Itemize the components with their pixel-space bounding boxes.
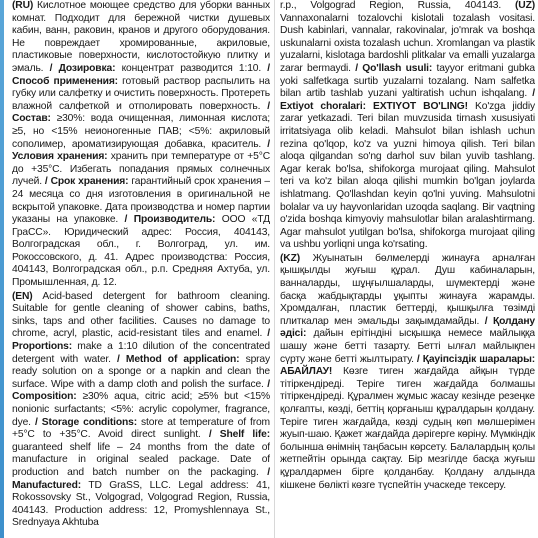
en-manufacturer-label: / Manufactured:: [12, 466, 270, 491]
kz-warning-label: / Қауіпсіздік шаралары: АБАЙЛАУ!: [280, 353, 535, 378]
label-panel: [4, 0, 538, 538]
en-shelf-label: / Shelf life:: [200, 429, 270, 441]
uz-section: [280, 0, 535, 252]
en-lang-tag: (EN): [12, 290, 33, 302]
en-composition-text: ≥30% aqua, citric acid; ≥5% but <15% nonionic surfactants; <5%: acrylic copolymer, fragrance, dye.: [12, 391, 270, 428]
uz-intro: Vannaxonalarni tozalovchi kislotali tozalash vositasi. Dush kabinlari, vannalar, rakovinalar, jo'mrak va boshqa uskunalarni oxista tozalash uchun. Xromlangan va plastik yuzalarni, kislotaga bardoshli plitkalar va emalli yuzalarga zarar bermaydi.: [280, 12, 535, 74]
uz-warning-text: Ko'zga jiddiy zarar yetkazadi. Teri bilan muvzusida tirnash xususiyati irritatsiyaga olib keladi. Mahsulot bilan ishlash uchun rezina qo'lqop, ko'z va yuzni himoya qilish. Teri bilan aloqa qilgandan so'ng darhol suv bilan yuvib tashlang. Agar kerak bo'lsa, shifokorga murojaat qiling. Mahsulot teri va ko'z bilan aloqa qilishi mumkin bo'lgan joylarda ishlatmang. Qo'llashdan keyin qo'lni yuving. Mahsulotni bolalar va uy hayvonlaridan uzoqda saqlang. Bir vaqtning o'zida boshqa kimyoviy mahsulotlar bilan aralashtirmang. Agar mahsulot yutilgan bo'lsa, shifokorga murojaat qiling va ushbu yorliqni unga ko'rsating.: [280, 100, 535, 251]
en-intro: Acid-based detergent for bathroom cleaning. Suitable for gentle cleaning of shower cabins, baths, sinks, taps and other facilities. Causes no damage to chrome, acryl, plastic, acid-resistant tiles and enamel.: [12, 290, 270, 340]
en-storage-label: / Storage conditions:: [30, 416, 137, 428]
ru-dosage-label: / Дозировка:: [43, 62, 116, 74]
ru-storage-text: хранить при температуре от +5°С до +35°С. Избегать попадания прямых солнечных лучей.: [12, 151, 270, 188]
en-shelf-text: guaranteed shelf life – 24 months from the date of manufacture in original sealed package. Date of production and batch number on the packaging.: [12, 441, 270, 478]
en-storage-text: store at temperature of from +5°C to +35°C. Avoid direct sunlight.: [12, 416, 270, 441]
ru-lang-tag: (RU): [12, 0, 34, 11]
ru-method-text: готовый раствор распылить на губку или салфетку и очистить поверхность. Протереть влажной салфеткой и отполировать поверхность.: [12, 75, 270, 112]
kz-section: [280, 253, 535, 492]
ru-intro: Кислотное моющее средство для уборки ванных комнат. Подходит для бережной чистки душевых кабин, ванн, раковин, кранов и другого оборудования. Не повреждает хромированные, акриловые, пластиковые поверхности, кислотостойкую плитку и эмаль.: [12, 0, 270, 74]
ru-manufacturer-label: / Производитель:: [118, 214, 216, 226]
en-method-text: spray ready solution on a sponge or a napkin and clean the surface. Wipe with a damp cloth and polish the surface.: [12, 353, 270, 390]
en-address-continuation: r.p., Volgograd Region, Russia, 404143.: [280, 0, 502, 11]
en-section: [12, 291, 270, 530]
ru-storage-label: / Условия хранения:: [12, 138, 270, 163]
ru-shelf-label: / Срок хранения:: [41, 176, 129, 188]
en-proportions-text: make a 1:10 dilution of the concentrated detergent with water.: [12, 341, 270, 365]
kz-intro: Жуынатын бөлмелерді жинауға арналған қышқылды жуғыш құрал. Душ кабиналарын, ванналарды, шұңғылшаларды, шүмектерді және басқа жабдықтарды ұқыпты жинауға жарамды. Хромдалған, пластик беттерді, қышқылға төзімді плиткалар мен эмальды зақымдамайды.: [280, 252, 535, 327]
kz-lang-tag: (KZ): [280, 252, 300, 264]
uz-usage-label: / Qo'llash usuli:: [350, 62, 433, 74]
kz-usage-label: / Қолдану әдісі:: [280, 315, 535, 340]
ru-composition-text: ≥30%: вода очищенная, лимонная кислота; ≥5, но <15% неионогенные ПАВ; <5%: акриловый сополимер, ароматизирующая добавка, краситель.: [12, 113, 270, 150]
kz-warning-text: Көзге тиген жағдайда айқын түрде тітіркендіреді. Теріге тиген жағдайда болмашы тітіркендіреді. Құралмен жұмыс жасау кезінде резеңке қолғапты, көзді, беттің қорғаныш құралдарын қолдану. Теріге тиген жағдайда, көзді судың көп мөлшерімен жуып-шаю. Қажет жағдайда дәрігерге көріну. Мүмкіндік болынша өнімнің таңбасын көрсету. Балалардың қолы жетпейтін орында сақтау. Бір мезгілде басқа жуғыш құралдармен бірге қолданбау. Қолдану алдында кішкене бөлікті көзге түспейтін учаскеде тексеру.: [280, 366, 535, 491]
ru-shelf-text: гарантийный срок хранения – 24 месяца со дня изготовления в оригинальной не вскрытой упаковке. Дата производства и номер партии указаны на упаковке.: [12, 176, 270, 226]
ru-composition-label: / Состав:: [12, 100, 270, 125]
en-manufacturer-text: TD GraSS, LLC. Legal address: 41, Rokossovsky St., Volgograd, Volgograd Region, Russia, 404143. Production address: 12, Promyshlennaya St., Srednyaya Akhtuba: [12, 479, 270, 529]
kz-usage-text: дайын ерітіндіні ысқышқа немесе майлыққа шашу және бетті тазарту. Бетті ылғал майлықпен сүрту және бетті жылтырату.: [280, 328, 535, 365]
en-method-label: / Method of application:: [110, 353, 240, 365]
en-composition-label: / Composition:: [12, 378, 270, 403]
uz-lang-tag: (UZ): [515, 0, 535, 11]
ru-dosage-text: концентрат разводится 1:10.: [115, 62, 262, 74]
uz-warning-label: / Extiyot choralari: EXTIYOT BO'LING!: [280, 88, 535, 112]
en-proportions-label: / Proportions:: [12, 328, 270, 353]
ru-manufacturer-text: ООО «ТД ГраСС». Юридический адрес: Россия, 404143, Волгоградская обл., г. Волгоград, ул. им. Рокоссовского, д. 41. Адрес производства: Россия, 404143, Волгоградская обл., р.п. Средняя Ахтуба, ул. Промышленная, д. 12.: [12, 214, 270, 289]
right-column: [280, 0, 535, 538]
ru-section: [12, 0, 270, 290]
ru-method-label: / Способ применения:: [12, 62, 270, 87]
uz-usage-text: tayyor eritmani gubka yoki salfetkaga surtib yuzalarni tozalang. Nam salfetka bilan artib tashlab yuzani yaltiratish uchun ishqalang.: [280, 62, 535, 100]
column-divider: [274, 0, 275, 538]
left-column: [12, 0, 270, 538]
